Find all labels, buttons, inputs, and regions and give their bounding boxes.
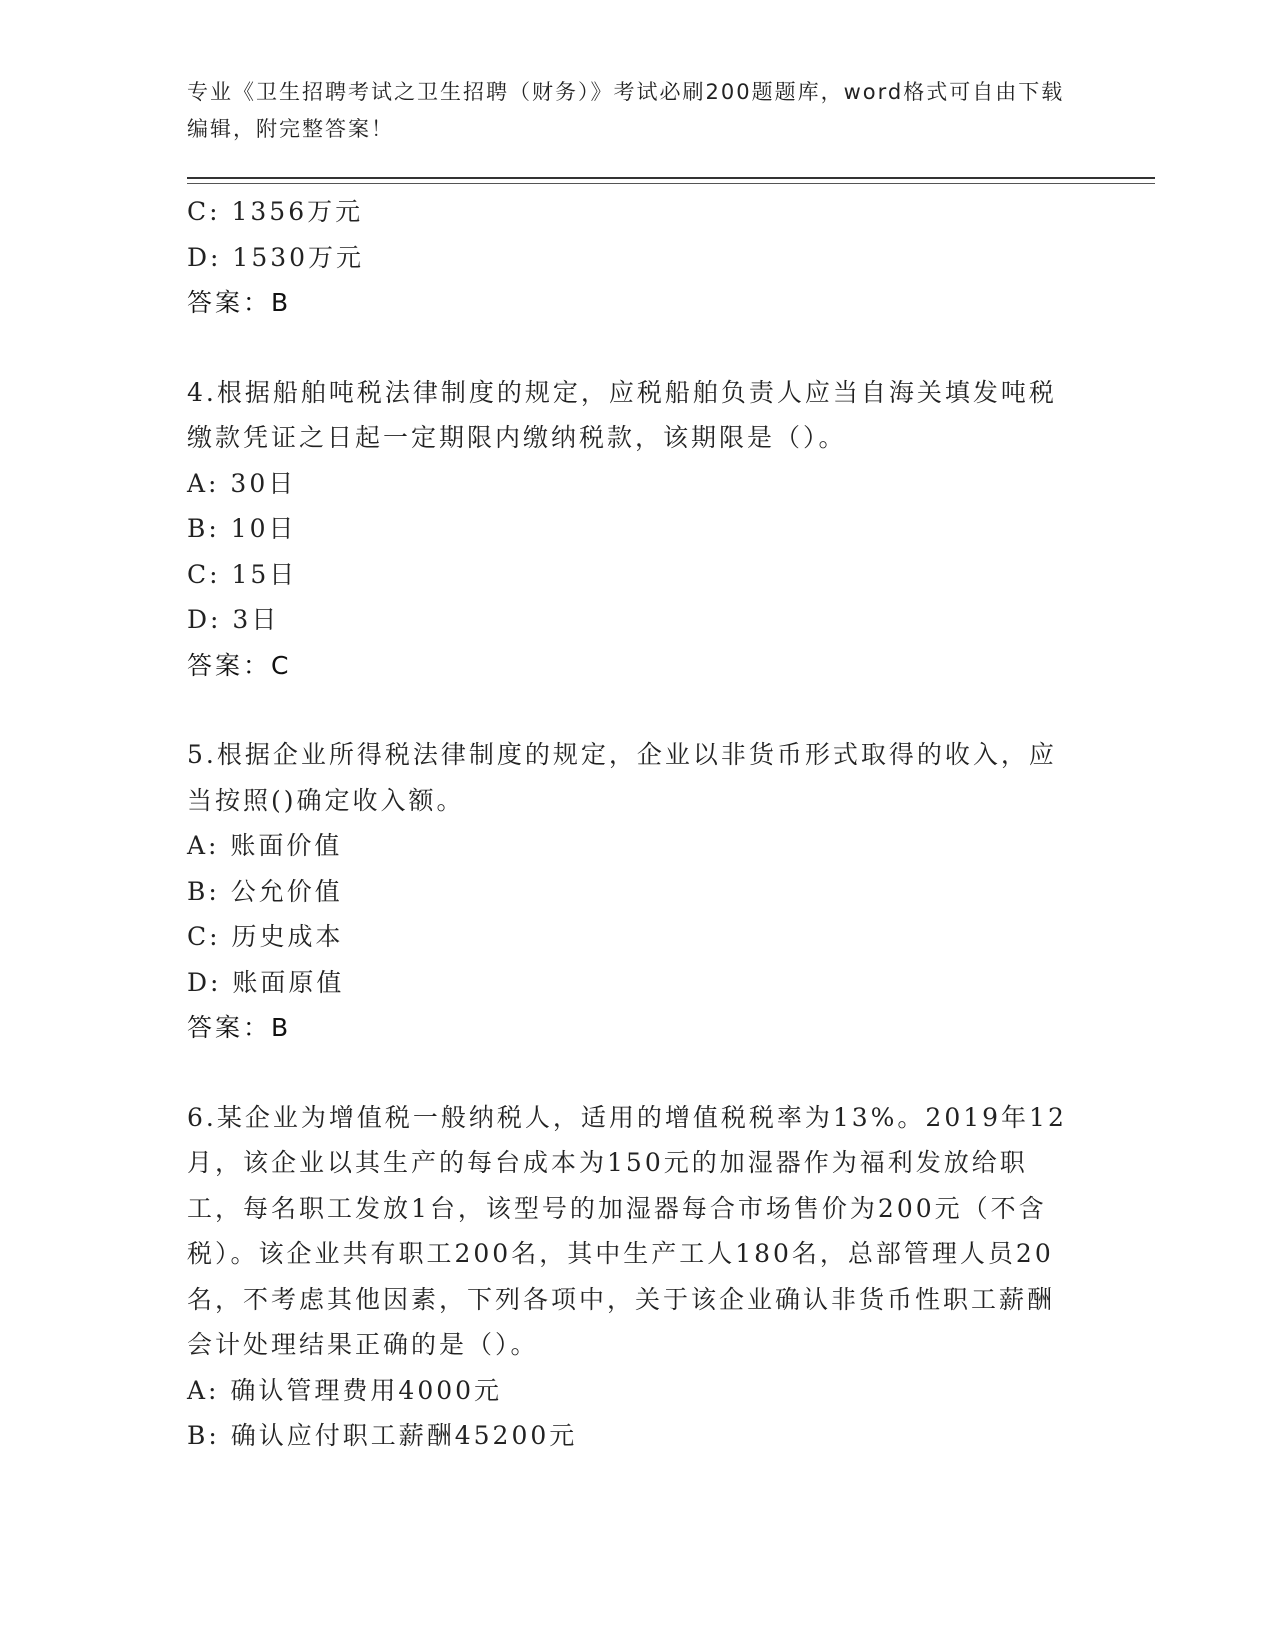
q6-option-b: B: 确认应付职工薪酬45200元: [187, 1421, 578, 1450]
q4-answer: 答案：C: [187, 650, 292, 680]
q5-stem: 5.根据企业所得税法律制度的规定，企业以非货币形式取得的收入，应当按照()确定收入额。: [187, 740, 1057, 815]
q5-option-b: B: 公允价值: [187, 876, 343, 906]
q5-option-d: D: 账面原值: [187, 967, 345, 997]
q5-option-a: A: 账面价值: [187, 831, 343, 860]
q5-answer: 答案：B: [187, 1013, 292, 1042]
spacer: [187, 1051, 1087, 1095]
q3-option-c: C: 1356万元: [187, 197, 364, 226]
q3-answer: 答案：B: [187, 288, 292, 317]
question-content: [187, 189, 1087, 1459]
header-divider-thin: [187, 183, 1155, 184]
header-divider-thick: [187, 177, 1155, 179]
q4-option-b: B: 10日: [187, 514, 297, 543]
spacer: [187, 326, 1087, 370]
q6-stem: 6.某企业为增值税一般纳税人，适用的增值税税率为13%。2019年12月，该企业以其生产的每台成本为150元的加湿器作为福利发放给职工，每名职工发放1台，该型号的加湿器每合市场售价为200元（不含税）。该企业共有职工200名，其中生产工人180名，总部管理人员20名，不考虑其他因素，下列各项中，关于该企业确认非货币性职工薪酬会计处理结果正确的是（）。: [187, 1102, 1067, 1359]
q6-option-a: A: 确认管理费用4000元: [187, 1375, 503, 1405]
q4-option-c: C: 15日: [187, 559, 298, 589]
q3-option-d: D: 1530万元: [187, 242, 365, 272]
q4-option-a: A: 30日: [187, 468, 297, 498]
q5-option-c: C: 历史成本: [187, 922, 344, 951]
q4-stem: 4.根据船舶吨税法律制度的规定，应税船舶负责人应当自海关填发吨税缴款凭证之日起一定期限内缴纳税款，该期限是（）。: [187, 377, 1057, 452]
spacer: [187, 688, 1087, 732]
page-header: 专业《卫生招聘考试之卫生招聘（财务）》考试必刷200题题库，word格式可自由下载编辑，附完整答案！: [187, 80, 1065, 141]
q4-option-d: D: 3日: [187, 605, 280, 634]
